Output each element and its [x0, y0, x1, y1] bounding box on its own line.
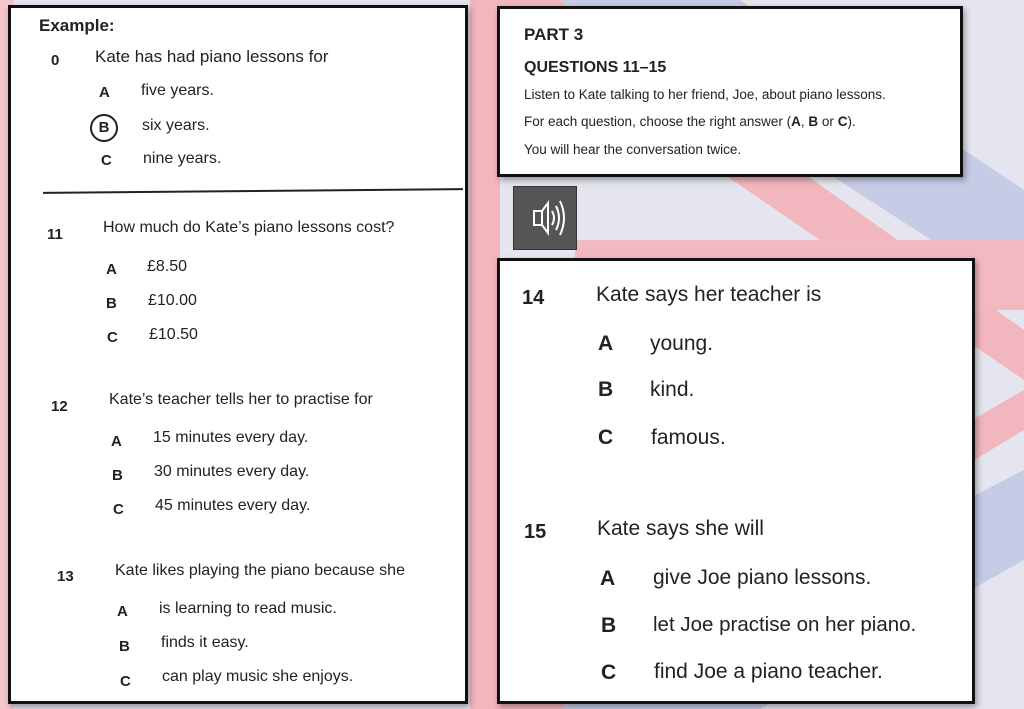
example-circled-answer: B — [90, 114, 118, 142]
question-text: How much do Kate’s piano lessons cost? — [103, 219, 395, 236]
question-text: Kate says her teacher is — [596, 283, 822, 306]
question-text: Kate says she will — [597, 517, 764, 540]
question-number: 13 — [57, 568, 74, 585]
speaker-icon — [514, 187, 576, 249]
option-letter: B — [119, 638, 130, 655]
instruction-text: ). — [847, 114, 856, 129]
question-number: 14 — [522, 287, 545, 309]
instruction-line — [524, 114, 856, 129]
example-option-letter: C — [101, 152, 112, 169]
example-option-text: five years. — [141, 82, 214, 99]
question-text: Kate likes playing the piano because she — [115, 562, 405, 579]
questions-range: QUESTIONS 11–15 — [524, 59, 667, 76]
option-text: find Joe a piano teacher. — [654, 660, 883, 683]
example-question: Kate has had piano lessons for — [95, 47, 329, 66]
instruction-line: You will hear the conversation twice. — [524, 142, 742, 157]
option-letter: A — [598, 332, 614, 355]
instruction-text: , — [800, 114, 809, 129]
option-letter: C — [598, 426, 614, 449]
option-text: 45 minutes every day. — [155, 497, 311, 514]
option-letter: C — [107, 329, 118, 346]
example-divider — [43, 188, 463, 194]
option-text: famous. — [651, 426, 726, 449]
option-text: give Joe piano lessons. — [653, 566, 872, 589]
example-option-letter: A — [99, 84, 110, 101]
option-letter: B — [601, 614, 617, 637]
instructions-panel — [497, 6, 963, 177]
option-letter: C — [120, 673, 131, 690]
option-letter: C — [113, 501, 124, 518]
right-question-panel — [497, 258, 975, 704]
option-letter: A — [111, 433, 122, 450]
instruction-text: or — [818, 114, 838, 129]
question-number: 11 — [47, 226, 63, 243]
question-number: 12 — [51, 398, 68, 415]
instruction-line: Listen to Kate talking to her friend, Joe, about piano lessons. — [524, 87, 886, 102]
option-text: £10.00 — [148, 292, 197, 309]
option-text: 30 minutes every day. — [154, 463, 310, 480]
option-letter: B — [598, 378, 614, 401]
question-number: 15 — [524, 521, 547, 543]
option-letter: A — [600, 567, 616, 590]
option-text: finds it easy. — [161, 634, 249, 651]
option-text: young. — [650, 332, 714, 355]
play-audio-button[interactable] — [513, 186, 577, 250]
option-letter: B — [112, 467, 123, 484]
option-letter: A — [106, 261, 117, 278]
option-text: 15 minutes every day. — [153, 429, 309, 446]
example-option-text: nine years. — [143, 150, 222, 167]
left-question-panel — [8, 5, 468, 704]
answer-letter: C — [837, 114, 848, 129]
option-text: £8.50 — [147, 258, 188, 275]
example-number: 0 — [51, 52, 60, 69]
option-letter: B — [106, 295, 117, 312]
option-letter: A — [117, 603, 128, 620]
part-title: PART 3 — [524, 25, 584, 44]
answer-letter: B — [808, 114, 819, 129]
option-text: kind. — [650, 378, 695, 401]
option-text: is learning to read music. — [159, 600, 337, 617]
instruction-text: For each question, choose the right answer ( — [524, 114, 792, 129]
question-text: Kate’s teacher tells her to practise for — [109, 391, 373, 408]
answer-letter: A — [791, 114, 801, 129]
option-letter: C — [601, 661, 617, 684]
option-text: £10.50 — [149, 326, 198, 343]
example-heading: Example: — [39, 16, 115, 35]
option-text: can play music she enjoys. — [162, 668, 354, 685]
example-option-text: six years. — [142, 117, 210, 134]
option-text: let Joe practise on her piano. — [653, 613, 917, 636]
